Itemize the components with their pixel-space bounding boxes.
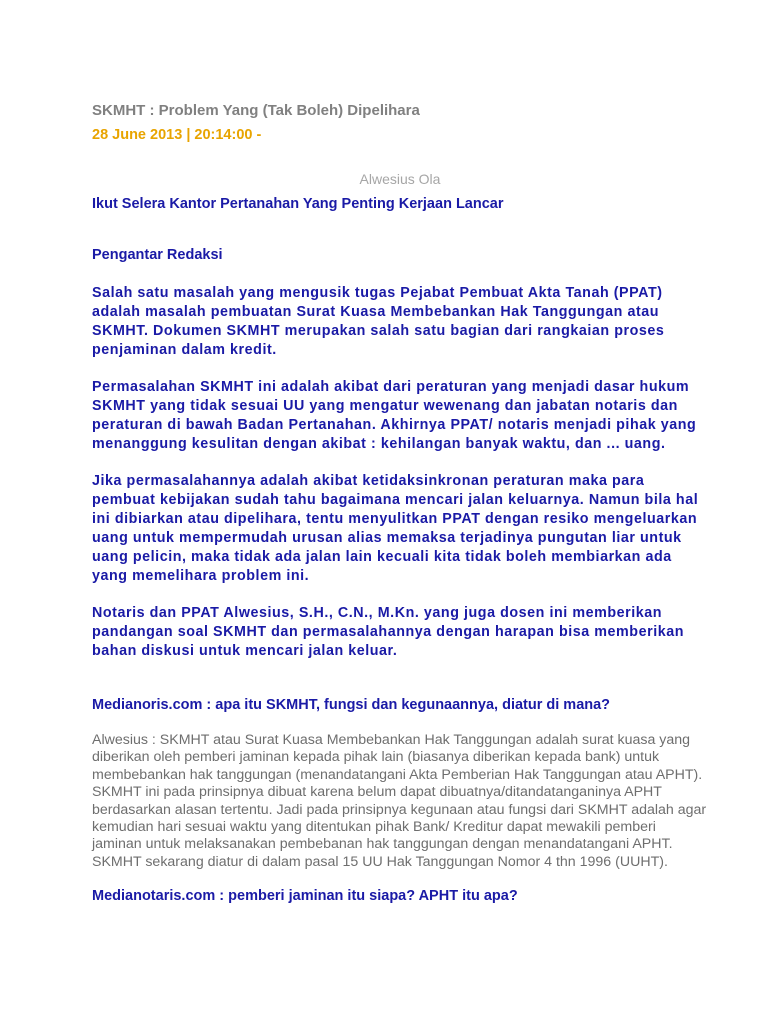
- intro-paragraph: Permasalahan SKMHT ini adalah akibat dari peraturan yang menjadi dasar hukum SKMHT yang tidak sesuai UU yang mengatur wewenang dan jabatan notaris dan peraturan di bawah Badan Pertanahan. Akhirnya PPAT/ notaris menjadi pihak yang menanggung kesulitan dengan akibat : kehilangan banyak waktu, dan ... uang.: [92, 379, 697, 452]
- intro-paragraph: Salah satu masalah yang mengusik tugas Pejabat Pembuat Akta Tanah (PPAT) adalah masalah pembuatan Surat Kuasa Membebankan Hak Tanggungan atau SKMHT. Dokumen SKMHT merupakan salah satu bagian dari rangkaian proses penjaminan dalam kredit.: [92, 285, 665, 358]
- intro-paragraph: Jika permasalahannya adalah akibat ketidaksinkronan peraturan maka para pembuat kebijakan sudah tahu bagaimana mencari jalan keluarnya. Namun bila hal ini dibiarkan atau dipelihara, tentu menyulitkan PPAT dengan resiko mengeluarkan uang untuk mempermudah urusan alias memaksa terjadinya pungutan liar untuk uang pelicin, maka tidak ada jalan lain kecuali kita tidak boleh membiarkan ada yang memelihara problem ini.: [92, 473, 699, 584]
- intro-paragraph: Notaris dan PPAT Alwesius, S.H., C.N., M.Kn. yang juga dosen ini memberikan pandangan soal SKMHT dan permasalahannya dengan harapan bisa memberikan bahan diskusi untuk mencari jalan keluar.: [92, 605, 685, 659]
- interview-answer: Alwesius : SKMHT atau Surat Kuasa Membebankan Hak Tanggungan adalah surat kuasa yang diberikan oleh pemberi jaminan kepada pihak lain (biasanya diberikan kepada bank) untuk membebankan hak tanggungan (menandatangani Akta Pemberian Hak Tanggungan atau APHT). SKMHT ini pada prinsipnya dibuat karena belum dapat dibuatnya/ditandatanganinya APHT berdasarkan alasan tertentu. Jadi pada prinsipnya kegunaan atau fungsi dari SKMHT adalah agar kemudian hari sesuai waktu yang ditentukan pihak Bank/ Kreditur dapat mewakili pemberi jaminan untuk melaksanakan pembebanan hak tanggungan dengan menandatangani APHT. SKMHT sekarang diatur di dalam pasal 15 UU Hak Tanggungan Nomor 4 thn 1996 (UUHT).: [92, 732, 707, 870]
- article-author: Alwesius Ola: [359, 171, 441, 187]
- interview-question: Medianotaris.com : pemberi jaminan itu siapa? APHT itu apa?: [92, 888, 518, 905]
- interview-question: Medianoris.com : apa itu SKMHT, fungsi dan kegunaannya, diatur di mana?: [92, 697, 611, 713]
- article-title: SKMHT : Problem Yang (Tak Boleh) Dipelihara: [92, 102, 420, 119]
- article-date: 28 June 2013 | 20:14:00 -: [92, 127, 262, 143]
- section-heading: Pengantar Redaksi: [92, 247, 223, 263]
- article-subtitle: Ikut Selera Kantor Pertanahan Yang Penting Kerjaan Lancar: [92, 196, 504, 212]
